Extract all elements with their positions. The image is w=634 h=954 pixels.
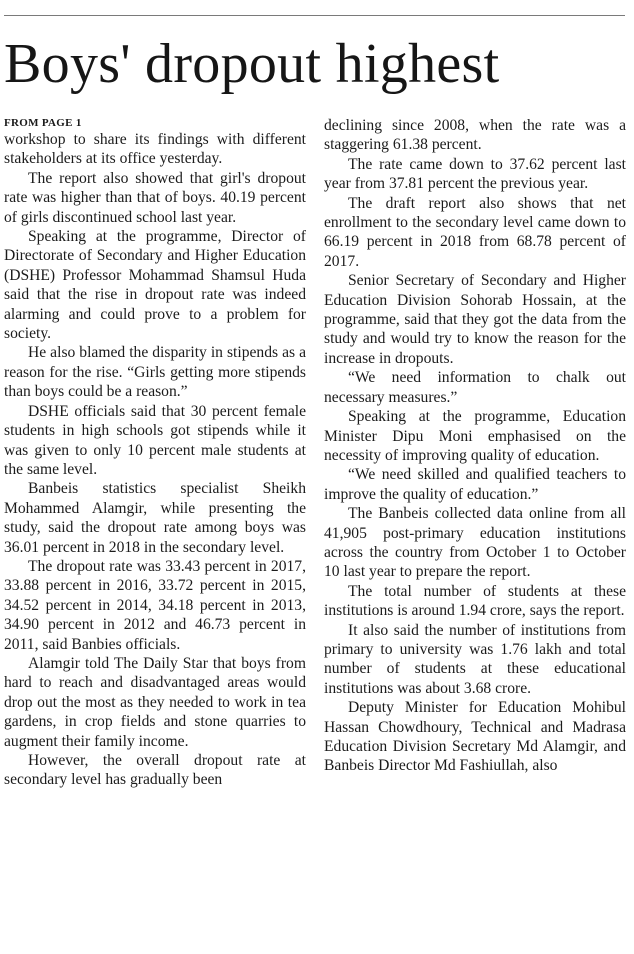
- paragraph: “We need information to chalk out necessary measures.”: [324, 369, 626, 406]
- paragraph: Alamgir told The Daily Star that boys from hard to reach and disadvantaged areas would drop out the most as they needed to work in tea gardens, in crop fields and stone quarries to augment their family income.: [4, 654, 306, 750]
- paragraph: The report also showed that girl's dropout rate was higher than that of boys. 40.19 percent of girls discontinued school last year.: [4, 169, 306, 226]
- from-page-label: FROM PAGE 1: [4, 117, 82, 129]
- paragraph: The dropout rate was 33.43 percent in 2017, 33.88 percent in 2016, 33.72 percent in 2015, 34.52 percent in 2014, 34.18 percent in 2013, 34.90 percent in 2012 and 46.73 percent in 2011, said Banbies officials.: [4, 557, 306, 653]
- headline: Boys' dropout highest: [4, 33, 500, 95]
- paragraph: He also blamed the disparity in stipends as a reason for the rise. “Girls getting more stipends than boys could be a reason.”: [4, 344, 306, 401]
- paragraph: declining since 2008, when the rate was a staggering 61.38 percent.: [324, 117, 626, 154]
- paragraph: “We need skilled and qualified teachers to improve the quality of education.”: [324, 466, 626, 503]
- article-column-right: [324, 116, 626, 776]
- paragraph: The Banbeis collected data online from all 41,905 post-primary education institutions across the country from October 1 to October 10 last year to prepare the report.: [324, 505, 626, 581]
- top-rule: [4, 15, 625, 16]
- paragraph: It also said the number of institutions from primary to university was 1.76 lakh and total number of students at these educational institutions was about 3.68 crore.: [324, 621, 626, 697]
- article-column-left: [4, 116, 306, 790]
- paragraph: The rate came down to 37.62 percent last year from 37.81 percent the previous year.: [324, 155, 626, 193]
- paragraph: workshop to share its findings with different stakeholders at its office yesterday.: [4, 131, 306, 168]
- paragraph: Speaking at the programme, Director of Directorate of Secondary and Higher Education (DSHE) Professor Mohammad Shamsul Huda said that the rise in dropout rate was indeed alarming and could prove to a problem for society.: [4, 228, 306, 343]
- paragraph: DSHE officials said that 30 percent female students in high schools got stipends while it was given to only 10 percent male students at the same level.: [4, 402, 306, 478]
- paragraph: However, the overall dropout rate at secondary level has gradually been: [4, 752, 306, 789]
- paragraph: Banbeis statistics specialist Sheikh Mohammed Alamgir, while presenting the study, said the dropout rate among boys was 36.01 percent in 2018 in the secondary level.: [4, 480, 306, 556]
- paragraph: Senior Secretary of Secondary and Higher Education Division Sohorab Hossain, at the programme, said that they got the data from the study and would try to know the reason for the increase in dropouts.: [324, 272, 626, 367]
- paragraph: The total number of students at these institutions is around 1.94 crore, says the report.: [324, 582, 626, 620]
- paragraph: Speaking at the programme, Education Minister Dipu Moni emphasised on the necessity of improving quality of education.: [324, 408, 626, 464]
- paragraph: The draft report also shows that net enrollment to the secondary level came down to 66.19 percent in 2018 from 68.78 percent of 2017.: [324, 194, 626, 270]
- paragraph: Deputy Minister for Education Mohibul Hassan Chowdhoury, Technical and Madrasa Education Division Secretary Md Alamgir, and Banbeis Director Md Fashiullah, also: [324, 699, 626, 775]
